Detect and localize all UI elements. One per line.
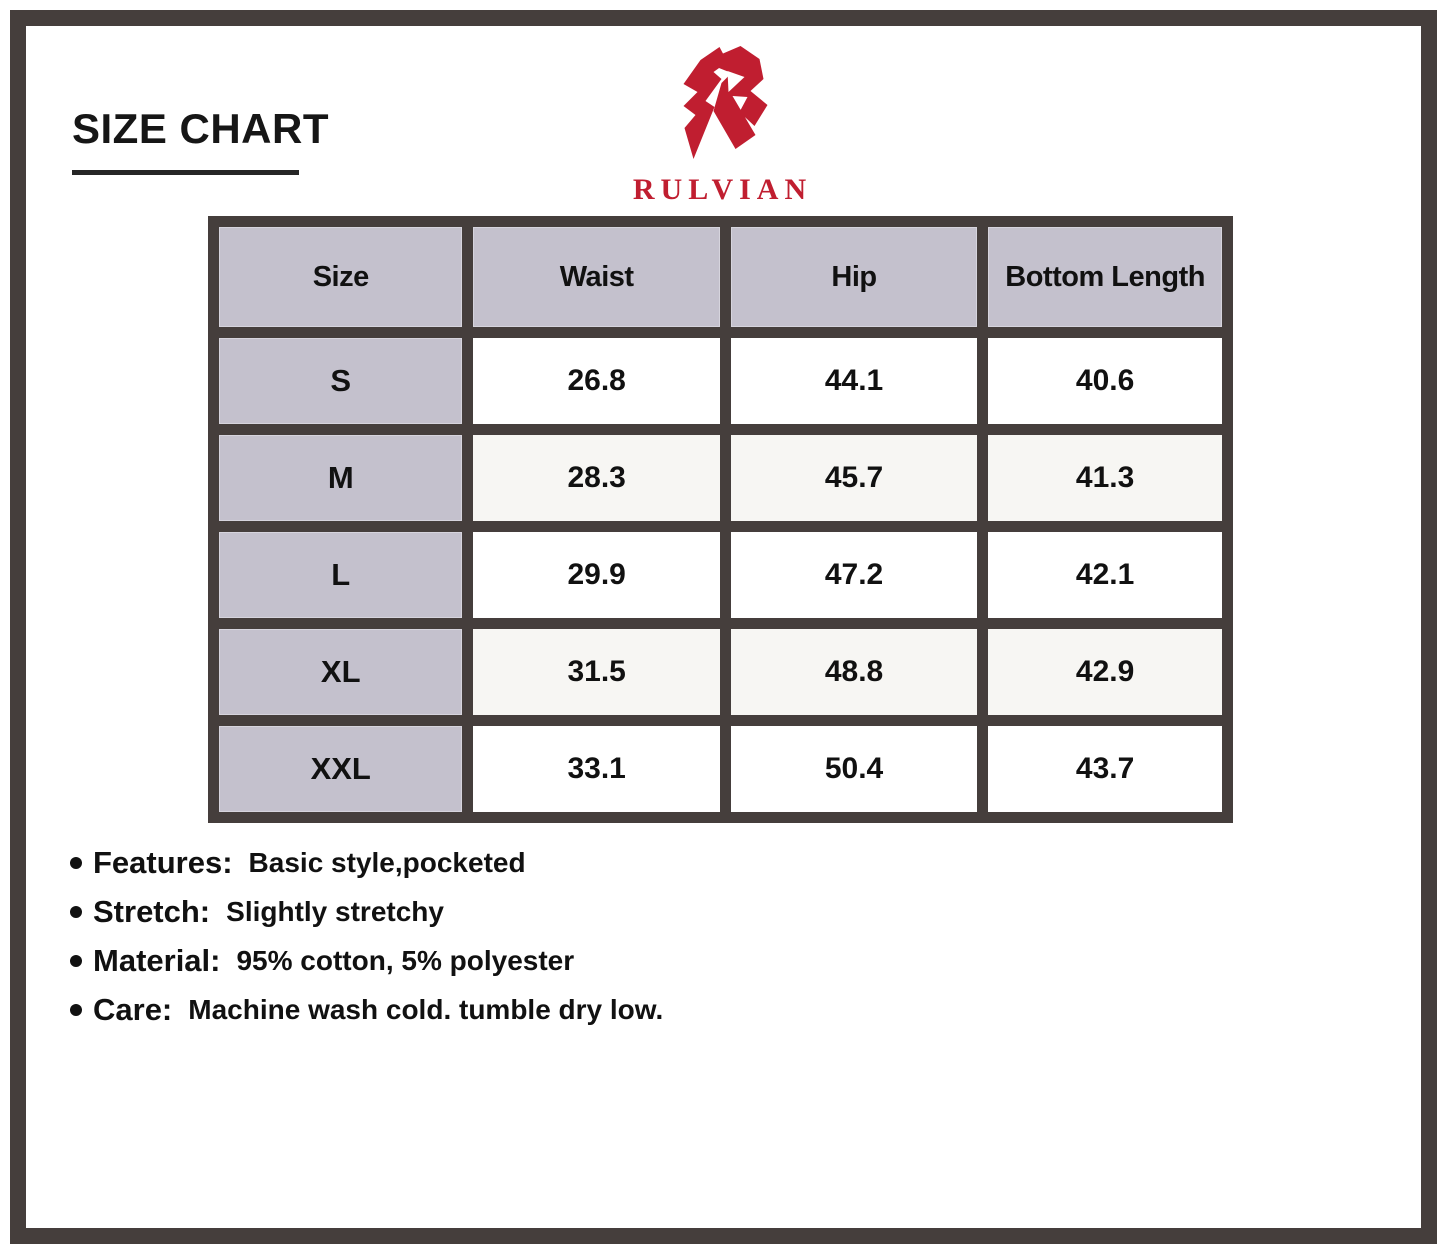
title-block [72,106,329,175]
table-row-xxl [219,726,1222,812]
size-cell: S [219,338,462,424]
hip-cell: 47.2 [731,532,977,618]
waist-cell: 31.5 [473,629,719,715]
brand-name: RULVIAN [632,173,813,206]
hip-cell: 45.7 [731,435,977,521]
waist-cell: 29.9 [473,532,719,618]
size-cell: L [219,532,462,618]
detail-value: Machine wash cold. tumble dry low. [188,994,664,1025]
bottom-length-cell: 42.1 [988,532,1222,618]
bottom-length-cell: 41.3 [988,435,1222,521]
detail-label: Features: [93,845,233,880]
detail-item-features [70,846,663,880]
size-cell: XL [219,629,462,715]
table-row-s [219,338,1222,424]
table-row-l [219,532,1222,618]
bullet-icon [70,857,82,869]
table-row-xl [219,629,1222,715]
detail-label: Care: [93,992,173,1027]
bottom-length-cell: 40.6 [988,338,1222,424]
hip-cell: 50.4 [731,726,977,812]
page-title: SIZE CHART [72,105,329,152]
header-cell-size: Size [219,227,462,327]
bottom-length-cell: 43.7 [988,726,1222,812]
brand-logo-r-icon [660,46,785,166]
detail-item-stretch [70,895,663,929]
table-row-m [219,435,1222,521]
header-cell-bottom-length: Bottom Length [988,227,1222,327]
detail-value: Basic style,pocketed [248,847,526,878]
bottom-length-cell: 42.9 [988,629,1222,715]
size-cell: M [219,435,462,521]
size-chart-table [208,216,1233,823]
bullet-icon [70,1004,82,1016]
waist-cell: 33.1 [473,726,719,812]
details-list [70,846,663,1042]
detail-value: Slightly stretchy [226,896,444,927]
hip-cell: 48.8 [731,629,977,715]
detail-label: Material: [93,943,221,978]
brand-block [600,46,845,207]
header-cell-waist: Waist [473,227,719,327]
waist-cell: 28.3 [473,435,719,521]
waist-cell: 26.8 [473,338,719,424]
table-header-row [219,227,1222,327]
detail-item-material [70,944,663,978]
detail-value: 95% cotton, 5% polyester [236,945,575,976]
bullet-icon [70,955,82,967]
title-underline [72,170,299,175]
header-cell-hip: Hip [731,227,977,327]
size-cell: XXL [219,726,462,812]
detail-label: Stretch: [93,894,211,929]
bullet-icon [70,906,82,918]
hip-cell: 44.1 [731,338,977,424]
detail-item-care [70,993,663,1027]
